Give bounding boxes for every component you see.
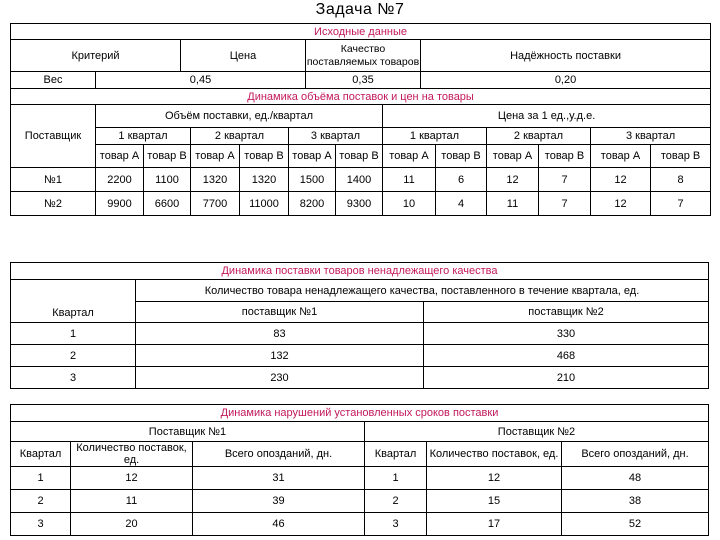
goods-a-header: товар А xyxy=(487,145,539,168)
value-cell: 11 xyxy=(71,490,193,513)
quality-quarter-header: Квартал xyxy=(11,280,136,323)
table-row xyxy=(11,367,709,389)
supplier-name: №2 xyxy=(11,192,96,216)
value-cell: 11 xyxy=(383,168,436,192)
value-cell: 10 xyxy=(383,192,436,216)
table-row xyxy=(11,323,709,345)
supplier-name: №1 xyxy=(11,168,96,192)
value-cell: 11000 xyxy=(240,192,289,216)
table-row xyxy=(11,513,709,536)
quarter-cell: 2 xyxy=(365,490,427,513)
quality-criterion-header: Качество поставляемых товаров xyxy=(306,40,421,72)
value-cell: 12 xyxy=(591,192,651,216)
value-cell: 2200 xyxy=(96,168,144,192)
goods-b-header: товар В xyxy=(651,145,711,168)
value-cell: 31 xyxy=(193,467,365,490)
quality-table xyxy=(10,262,709,389)
delays-count-header: Количество поставок, ед. xyxy=(71,442,193,467)
value-cell: 210 xyxy=(424,367,709,389)
reliability-criterion-header: Надёжность поставки xyxy=(421,40,711,72)
goods-a-header: товар А xyxy=(383,145,436,168)
value-cell: 468 xyxy=(424,345,709,367)
volume-quarter-1: 1 квартал xyxy=(96,128,191,145)
quarter-cell: 3 xyxy=(365,513,427,536)
value-cell: 7 xyxy=(651,192,711,216)
quarter-cell: 1 xyxy=(11,323,136,345)
weight-label: Вес xyxy=(11,72,96,89)
value-cell: 11 xyxy=(487,192,539,216)
weight-reliability: 0,20 xyxy=(421,72,711,89)
value-cell: 12 xyxy=(71,467,193,490)
delays-count-header: Количество поставок, ед. xyxy=(427,442,562,467)
value-cell: 39 xyxy=(193,490,365,513)
delays-supplier2-header: Поставщик №2 xyxy=(365,422,709,442)
value-cell: 46 xyxy=(193,513,365,536)
price-quarter-1: 1 квартал xyxy=(383,128,487,145)
table-row xyxy=(11,168,711,192)
value-cell: 12 xyxy=(427,467,562,490)
value-cell: 9900 xyxy=(96,192,144,216)
volume-quarter-2: 2 квартал xyxy=(191,128,289,145)
volume-header: Объём поставки, ед./квартал xyxy=(96,105,383,128)
weight-quality: 0,35 xyxy=(306,72,421,89)
price-criterion-header: Цена xyxy=(181,40,306,72)
value-cell: 8 xyxy=(651,168,711,192)
quality-main-header: Количество товара ненадлежащего качества, поставленного в течение квартала, ед. xyxy=(136,280,709,302)
goods-a-header: товар А xyxy=(191,145,240,168)
table-row xyxy=(11,467,709,490)
quarter-cell: 2 xyxy=(11,345,136,367)
value-cell: 48 xyxy=(562,467,709,490)
price-quarter-2: 2 квартал xyxy=(487,128,591,145)
quality-block xyxy=(10,262,708,389)
delays-supplier1-header: Поставщик №1 xyxy=(11,422,365,442)
value-cell: 15 xyxy=(427,490,562,513)
value-cell: 8200 xyxy=(289,192,336,216)
initial-and-dynamics-block xyxy=(10,23,710,216)
value-cell: 230 xyxy=(136,367,424,389)
delays-late-header: Всего опозданий, дн. xyxy=(193,442,365,467)
dynamics-table xyxy=(10,88,711,216)
value-cell: 83 xyxy=(136,323,424,345)
value-cell: 6600 xyxy=(144,192,191,216)
quarter-cell: 1 xyxy=(11,467,71,490)
value-cell: 12 xyxy=(487,168,539,192)
quarter-cell: 3 xyxy=(11,367,136,389)
delays-section-title: Динамика нарушений установленных сроков поставки xyxy=(11,405,709,422)
value-cell: 20 xyxy=(71,513,193,536)
delays-table xyxy=(10,404,709,536)
goods-b-header: товар В xyxy=(144,145,191,168)
goods-a-header: товар А xyxy=(96,145,144,168)
value-cell: 132 xyxy=(136,345,424,367)
value-cell: 12 xyxy=(591,168,651,192)
delays-late-header: Всего опозданий, дн. xyxy=(562,442,709,467)
dynamics-section-title: Динамика объёма поставок и цен на товары xyxy=(11,89,711,105)
value-cell: 7 xyxy=(539,168,591,192)
price-quarter-3: 3 квартал xyxy=(591,128,711,145)
quality-section-title: Динамика поставки товаров ненадлежащего качества xyxy=(11,263,709,280)
value-cell: 330 xyxy=(424,323,709,345)
value-cell: 1320 xyxy=(240,168,289,192)
volume-quarter-3: 3 квартал xyxy=(289,128,383,145)
value-cell: 9300 xyxy=(336,192,383,216)
quarter-cell: 1 xyxy=(365,467,427,490)
delays-block xyxy=(10,404,708,536)
value-cell: 1500 xyxy=(289,168,336,192)
delays-quarter-header: Квартал xyxy=(11,442,71,467)
value-cell: 17 xyxy=(427,513,562,536)
value-cell: 1400 xyxy=(336,168,383,192)
goods-a-header: товар А xyxy=(591,145,651,168)
value-cell: 4 xyxy=(436,192,487,216)
table-row xyxy=(11,490,709,513)
table-row xyxy=(11,192,711,216)
delays-quarter-header: Квартал xyxy=(365,442,427,467)
table-row xyxy=(11,345,709,367)
quality-supplier1-header: поставщик №1 xyxy=(136,302,424,323)
unit-price-header: Цена за 1 ед.,у.д.е. xyxy=(383,105,711,128)
supplier-header: Поставщик xyxy=(11,105,96,168)
quarter-cell: 2 xyxy=(11,490,71,513)
goods-b-header: товар В xyxy=(336,145,383,168)
goods-a-header: товар А xyxy=(289,145,336,168)
quarter-cell: 3 xyxy=(11,513,71,536)
goods-b-header: товар В xyxy=(240,145,289,168)
initial-data-section-title: Исходные данные xyxy=(11,24,711,40)
value-cell: 52 xyxy=(562,513,709,536)
value-cell: 1320 xyxy=(191,168,240,192)
weight-price: 0,45 xyxy=(96,72,306,89)
criterion-header: Критерий xyxy=(11,40,181,72)
value-cell: 1100 xyxy=(144,168,191,192)
goods-b-header: товар В xyxy=(436,145,487,168)
page-title: Задача №7 xyxy=(315,1,405,18)
goods-b-header: товар В xyxy=(539,145,591,168)
value-cell: 38 xyxy=(562,490,709,513)
quality-supplier2-header: поставщик №2 xyxy=(424,302,709,323)
value-cell: 7700 xyxy=(191,192,240,216)
initial-data-table xyxy=(10,23,711,89)
value-cell: 6 xyxy=(436,168,487,192)
value-cell: 7 xyxy=(539,192,591,216)
